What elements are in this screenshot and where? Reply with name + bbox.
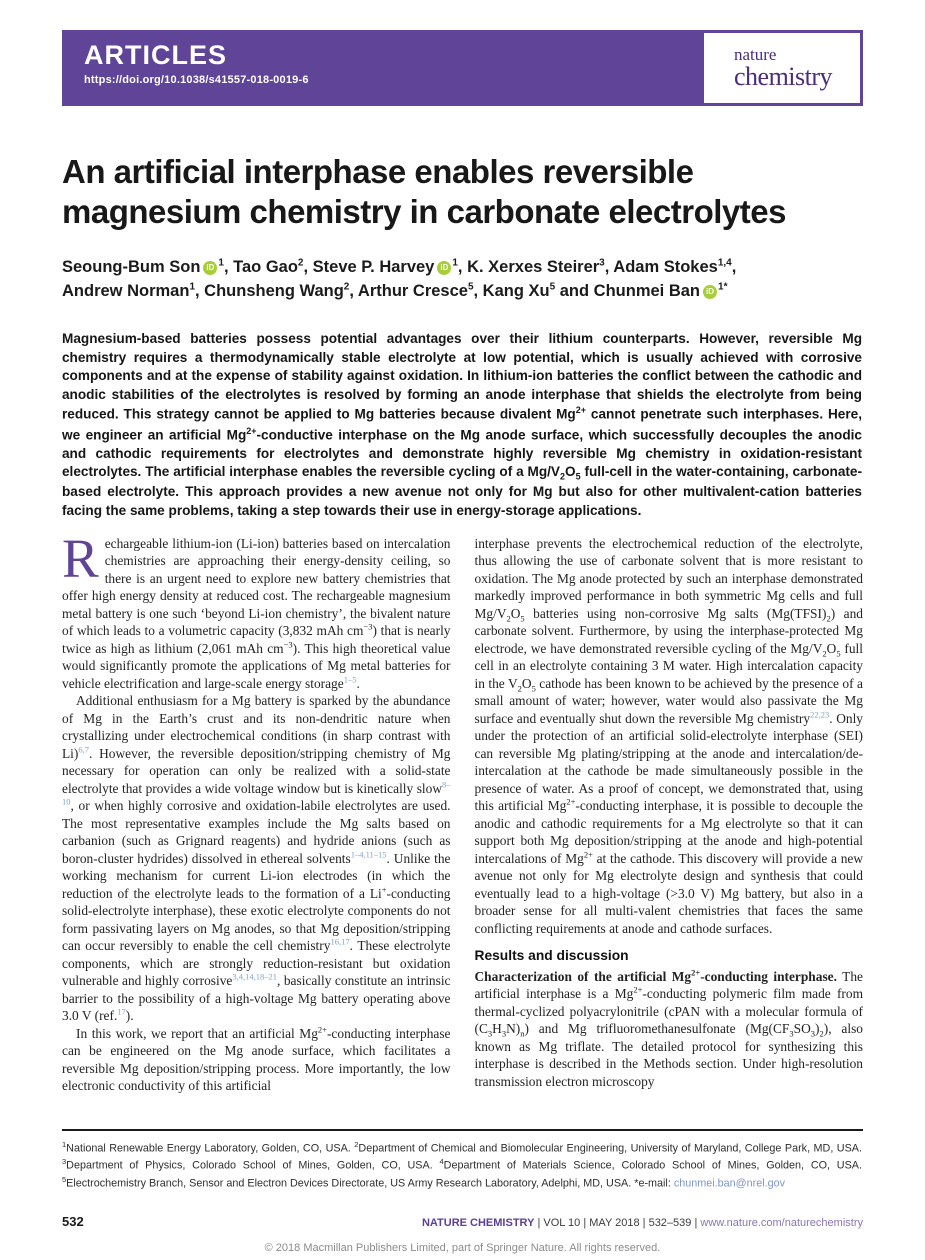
journal-logo bbox=[704, 33, 860, 103]
page-number: 532 bbox=[62, 1213, 84, 1229]
paragraph: Rechargeable lithium-ion (Li-ion) batteries based on intercalation chemistries are approaching their energy-density ceiling, so there is an urgent need to explore new battery chemistries that offer high energy density at reduced cost. The rechargeable magnesium metal battery is one such ‘beyond Li-ion chemistry’, the bivalent nature of which leads to a volumetric capacity (3,832 mAh $cm^{-3}$) that is nearly twice as high as lithium (2,061 mAh $cm^{-3}$). This high theoretical value would significantly promote the applications of Mg metal batteries for vehicle electrification and large-scale energy storage$^{1-5}$. bbox=[62, 534, 451, 691]
page-footer bbox=[62, 1214, 863, 1229]
article-page bbox=[0, 30, 925, 1254]
paragraph: Additional enthusiasm for a Mg battery is sparked by the abundance of Mg in the Earth’s crust and its non-dendritic nature when crystallizing under electrochemical conditions (in sharp contrast with Li)$^{6,7}$. However, the reversible deposition/stripping chemistry of Mg necessary for operation can only be realized with a solid-state electrolyte that provides a wide voltage window but is kinetically slow$^{8-10}$, or when highly corrosive and oxidation-labile electrolytes are used. The most representative examples include the Mg salts based on carbanion (such as Grignard reagents) and hydride anions (such as boron-cluster hydrides) dissolved in ethereal solvents$^{1-4,11-15}$. Unlike the working mechanism for current Li-ion electrodes (in which the reduction of the electrolyte leads to the formation of a Li+-conducting solid-electrolyte interphase), these exotic electrolyte components do not form passivating layers on Mg anodes, so that Mg deposition/stripping can occur reversibly to enable the cell chemistry$^{16,17}$. These electrolyte components, which are strongly reduction-resistant but oxidation vulnerable and highly corrosive$^{3,4,14,18-21}$, basically constitute an intrinsic barrier to the possibility of a high-voltage Mg battery operating above 3.0 V (ref.$^{17}$). bbox=[62, 693, 451, 1024]
article-title: An artificial interphase enables reversible magnesium chemistry in carbonate electrolytes bbox=[62, 153, 786, 231]
journal-url-link[interactable]: www.nature.com/naturechemistry bbox=[700, 1216, 863, 1229]
left-column bbox=[62, 535, 451, 1095]
orcid-icon[interactable]: iD bbox=[437, 261, 451, 275]
paragraph: Characterization of the artificial $Mg^{2+}$-conducting interphase. The artificial interphase is a $Mg^{2+}$-conducting polymeric film made from thermal-cyclized polyacrylonitrile (cPAN with a molecular formula of $(C_3H_3N)_n$) and Mg trifluoromethanesulfonate $(Mg(CF_3SO_3)_2)$, also known as Mg triflate. The detailed protocol for synthesizing this interphase is described in the Methods section. Under high-resolution transmission electron microscopy bbox=[474, 967, 863, 1089]
drop-cap: R bbox=[62, 534, 99, 589]
right-column bbox=[475, 535, 864, 1095]
section-heading: Results and discussion bbox=[474, 948, 629, 964]
article-type-label: ARTICLES bbox=[84, 40, 227, 70]
affiliations: $^1$National Renewable Energy Laboratory, Golden, CO, USA. $^2$Department of Chemical and Biomolecular Engineering, University of Maryland, College Park, MD, USA. $^3$Department of Physics, Colorado School of Mines, Golden, CO, USA. $^4$Department of Materials Science, Colorado School of Mines, Golden, CO, USA. $^5$Electrochemistry Branch, Sensor and Electron Devices Directorate, US Army Research Laboratory, Adelphi, MD, USA. *e-mail: chunmei.ban@nrel.gov bbox=[62, 1139, 863, 1190]
email-link[interactable]: chunmei.ban@nrel.gov bbox=[673, 1177, 786, 1190]
doi-link[interactable]: https://doi.org/10.1038/s41557-018-0019-6 bbox=[84, 73, 309, 86]
journal-citation bbox=[422, 1217, 863, 1229]
orcid-icon[interactable]: iD bbox=[703, 285, 717, 299]
author-list: Seoung-Bum Son iD $^1$, Tao Gao$^2$, Steve P. Harvey iD $^1$, K. Xerxes Steirer$^3$, Adam Stokes$^{1,4}$, Andrew Norman$^1$, Chunsheng Wang$^2$, Arthur Cresce$^5$, Kang Xu$^5$ and Chunmei Ban iD $^{1*}$ bbox=[62, 257, 737, 301]
copyright-notice: © 2018 Macmillan Publishers Limited, part of Springer Nature. All rights reserved. bbox=[264, 1241, 661, 1254]
paragraph: interphase prevents the electrochemical reduction of the electrolyte, thus allowing the use of carbonate solvent that is more resistant to oxidation. The Mg anode protected by such an interphase demonstrated markedly improved performance in both symmetric Mg cells and full $Mg/V_2O_5$ batteries using non-corrosive Mg salts $(Mg(TFSI)_2)$ and carbonate solvent. Furthermore, by using the interphase-protected Mg electrode, we have demonstrated reversible cycling of the $Mg/V_2O_5$ full cell in an electrolyte containing 3 M water. High intercalation capacity in the $V_2O_5$ cathode has been known to be achieved by the presence of a small amount of water; however, water would also passivate the Mg surface and eventually shut down the reversible Mg chemistry$^{22,23}$. Only under the protection of an artificial solid-electrolyte interphase (SEI) can reversible Mg plating/stripping at the anode and intercalation/de-intercalation at the cathode be made simultaneously possible in the presence of water. As a proof of concept, we demonstrated that, using this artificial $Mg^{2+}$-conducting interphase, it is possible to decouple the anodic and cathodic requirements for a Mg electrolyte so that it can support both Mg deposition/stripping at the anode and high-potential intercalations of $Mg^{2+}$ at the cathode. This discovery will provide a new avenue not only for Mg electrolyte design and synthesis that could eventually lead to a high-voltage (>3.0 V) Mg battery, but also in a broader sense for all multi-valent chemistries that faces the same conflicting requirements at anode and cathode surfaces. bbox=[474, 535, 863, 936]
journal-logo-chemistry: chemistry bbox=[734, 61, 833, 91]
journal-name: NATURE CHEMISTRY bbox=[421, 1216, 535, 1229]
orcid-icon[interactable]: iD bbox=[203, 261, 217, 275]
paragraph: In this work, we report that an artificial $Mg^{2+}$-conducting interphase can be engineered on the Mg anode surface, which facilitates a reversible Mg deposition/stripping process. More importantly, the low electronic conductivity of this artificial bbox=[62, 1024, 451, 1094]
footnote-rule bbox=[62, 1129, 863, 1131]
journal-volume-info: | VOL 10 | MAY 2018 | 532–539 | bbox=[534, 1216, 701, 1229]
header-banner bbox=[62, 30, 863, 106]
body-columns bbox=[62, 535, 863, 1095]
journal-logo-nature: nature bbox=[734, 44, 777, 64]
abstract: Magnesium-based batteries possess potential advantages over their lithium counterparts. However, reversible Mg chemistry requires a thermodynamically stable electrolyte at low potential, which is usually achieved with corrosive components and at the expense of stability against oxidation. In lithium-ion batteries the conflict between the cathodic and anodic stabilities of the electrolytes is resolved by forming an anode interphase that shields the electrolyte from being reduced. This strategy cannot be applied to Mg batteries because divalent $Mg^{2+}$ cannot penetrate such interphases. Here, we engineer an artificial $Mg^{2+}$-conductive interphase on the Mg anode surface, which successfully decouples the anodic and cathodic requirements for electrolytes and demonstrate highly reversible Mg chemistry in oxidation-resistant electrolytes. The artificial interphase enables the reversible cycling of a $Mg/V_2O_5$ full-cell in the water-containing, carbonate-based electrolyte. This approach provides a new avenue not only for Mg but also for other multivalent-cation batteries facing the same problems, taking a step towards their use in energy-storage applications. bbox=[62, 331, 862, 518]
